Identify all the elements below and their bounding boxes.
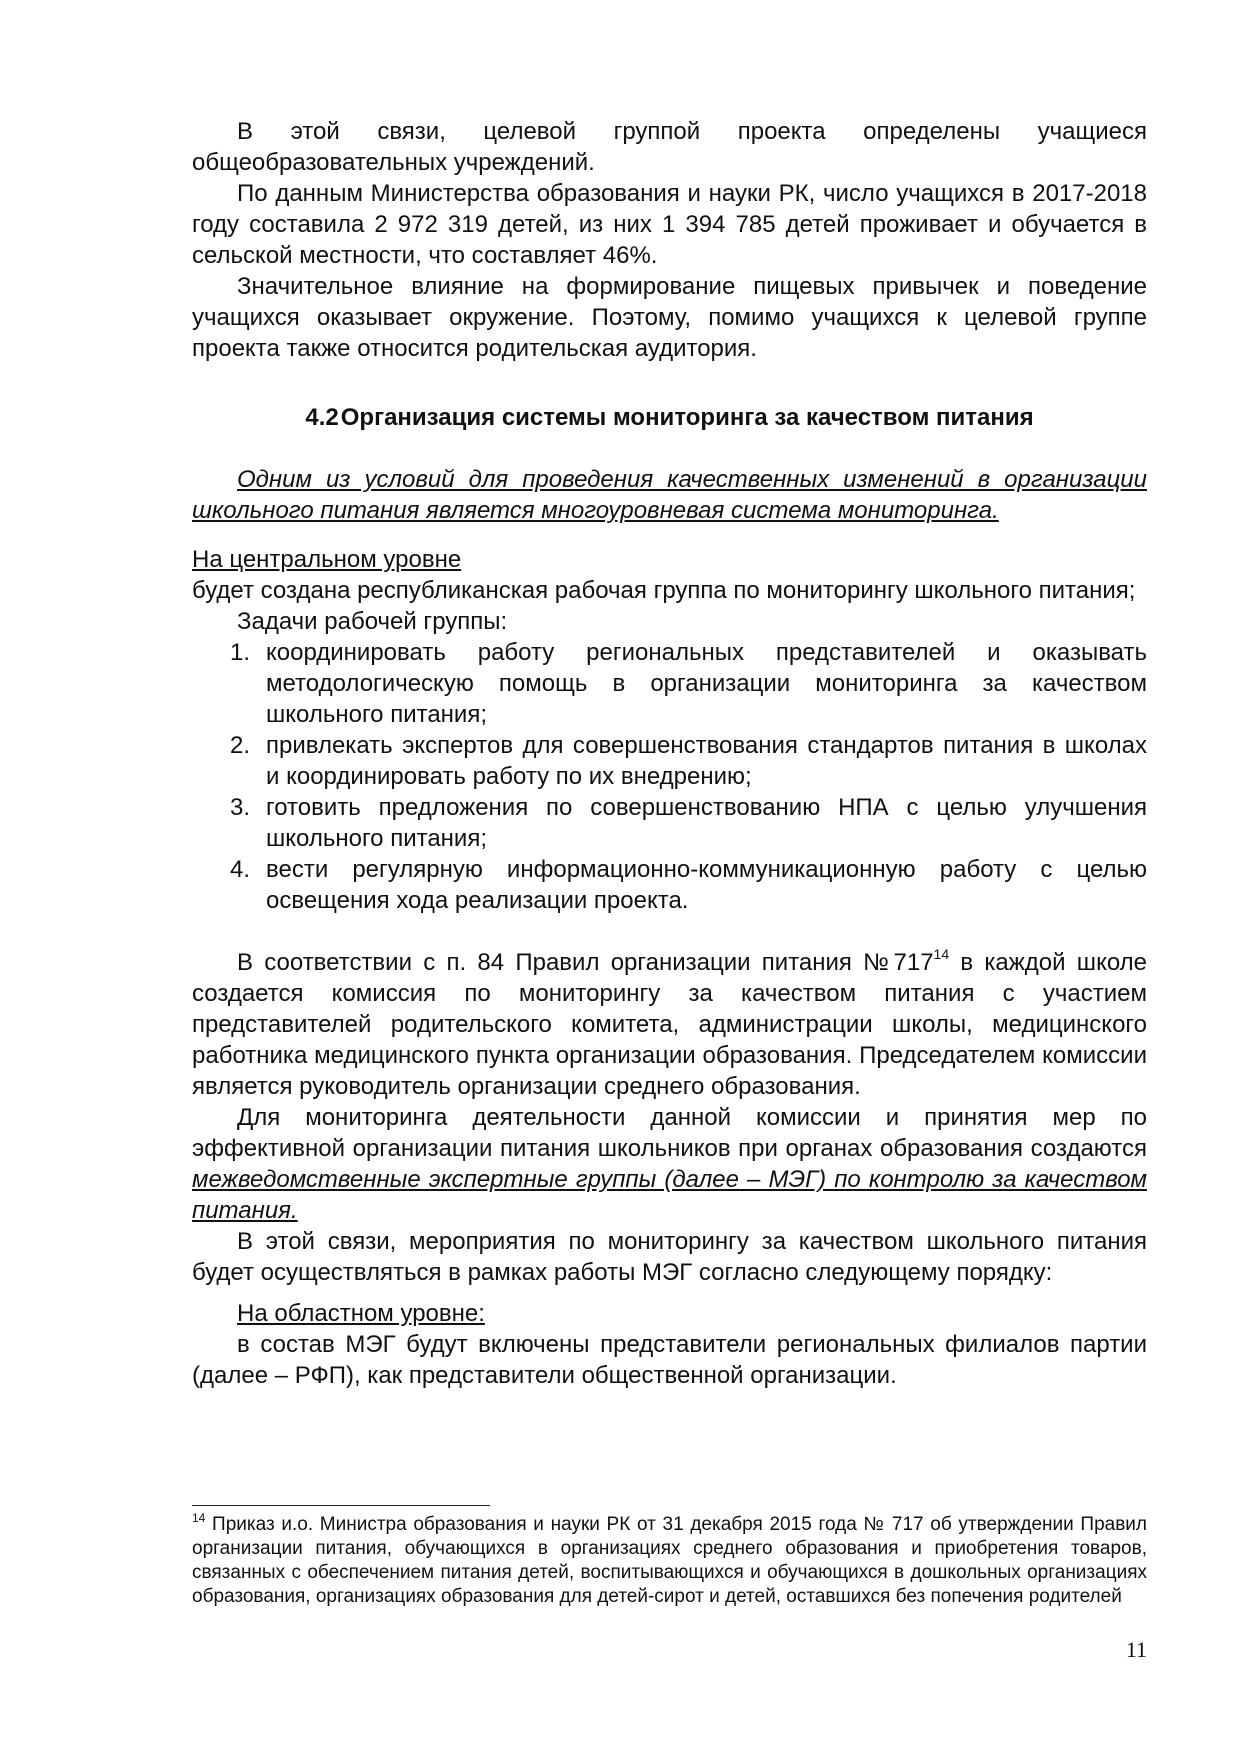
list-item — [192, 854, 1147, 916]
commission-text-after: в каждой школе создается комиссия по мониторингу за качеством питания с участием представителей родительского комитета, администрации школы, медицинского работника медицинского пункта организации образования. Председателем комиссии является руководитель организации среднего образования. — [192, 949, 1148, 1100]
paragraph-target-group: В этой связи, целевой группой проекта определены учащиеся общеобразовательных учреждений. — [192, 118, 1147, 176]
footnote-reference[interactable]: 14 — [933, 946, 950, 962]
list-item-text: привлекать экспертов для совершенствования стандартов питания в школах и координировать работу по их внедрению; — [266, 732, 1147, 790]
list-item-text: готовить предложения по совершенствованию НПА с целью улучшения школьного питания; — [266, 794, 1147, 852]
section-intro: Одним из условий для проведения качественных изменений в организации школьного питания является многоуровневая система мониторинга. — [192, 466, 1147, 524]
central-level-heading: На центральном уровне — [192, 546, 462, 573]
document-body — [192, 116, 1147, 1391]
section-number: 4.2 — [305, 404, 339, 431]
tasks-list — [192, 637, 1147, 916]
list-item-number: 1. — [230, 639, 251, 666]
paragraph-meg — [192, 1102, 1147, 1226]
paragraph-order: В этой связи, мероприятия по мониторингу за качеством школьного питания будет осуществляться в рамках работы МЭГ согласно следующему порядку: — [192, 1228, 1147, 1286]
footnote — [192, 1510, 1147, 1609]
meg-emphasis: межведомственные экспертные группы (далее – МЭГ) по контролю за качеством питания. — [192, 1166, 1147, 1224]
regional-level-text: в состав МЭГ будут включены представители региональных филиалов партии (далее – РФП), как представители общественной организации. — [192, 1331, 1147, 1389]
commission-text-before: В соответствии с п. 84 Правил организации питания №717 — [237, 949, 934, 976]
footnote-separator — [192, 1505, 490, 1506]
footnote-text: Приказ и.о. Министра образования и науки РК от 31 декабря 2015 года № 717 об утверждении Правил организации питания, обучающихся в организациях среднего образования и приобретения товаров, связанных с обеспечением питания детей, воспитывающихся и обучающихся в дошкольных организациях образования, организациях образования для детей-сирот и детей, оставшихся без попечения родителей — [192, 1514, 1147, 1607]
section-title: Организация системы мониторинга за качеством питания — [340, 404, 1034, 431]
list-item-text: вести регулярную информационно-коммуникационную работу с целью освещения хода реализации проекта. — [266, 856, 1147, 914]
list-item-text: координировать работу региональных представителей и оказывать методологическую помощь в организации мониторинга за качеством школьного питания; — [266, 639, 1147, 728]
list-item — [192, 730, 1147, 792]
footnote-number: 14 — [192, 1510, 206, 1525]
section-heading — [192, 402, 1147, 433]
page-number: 11 — [1125, 1637, 1147, 1662]
paragraph-commission — [192, 947, 1147, 1102]
paragraph-student-statistics: По данным Министерства образования и науки РК, число учащихся в 2017-2018 году составила 2 972 319 детей, из них 1 394 785 детей проживает и обучается в сельской местности, что составляет 46%. — [192, 180, 1147, 269]
central-level-text: будет создана республиканская рабочая группа по мониторингу школьного питания; — [192, 577, 1136, 604]
meg-text: Для мониторинга деятельности данной комиссии и принятия мер по эффективной организации питания школьников при органах образования создаются — [192, 1104, 1147, 1162]
regional-level-heading: На областном уровне: — [237, 1300, 485, 1327]
list-item-number: 3. — [230, 794, 251, 821]
paragraph-parent-audience: Значительное влияние на формирование пищевых привычек и поведение учащихся оказывает окружение. Поэтому, помимо учащихся к целевой группе проекта также относится родительская аудитория. — [192, 273, 1147, 362]
list-item-number: 2. — [230, 732, 251, 759]
list-item — [192, 792, 1147, 854]
list-item-number: 4. — [230, 856, 251, 883]
list-item — [192, 637, 1147, 730]
tasks-label: Задачи рабочей группы: — [237, 608, 508, 635]
